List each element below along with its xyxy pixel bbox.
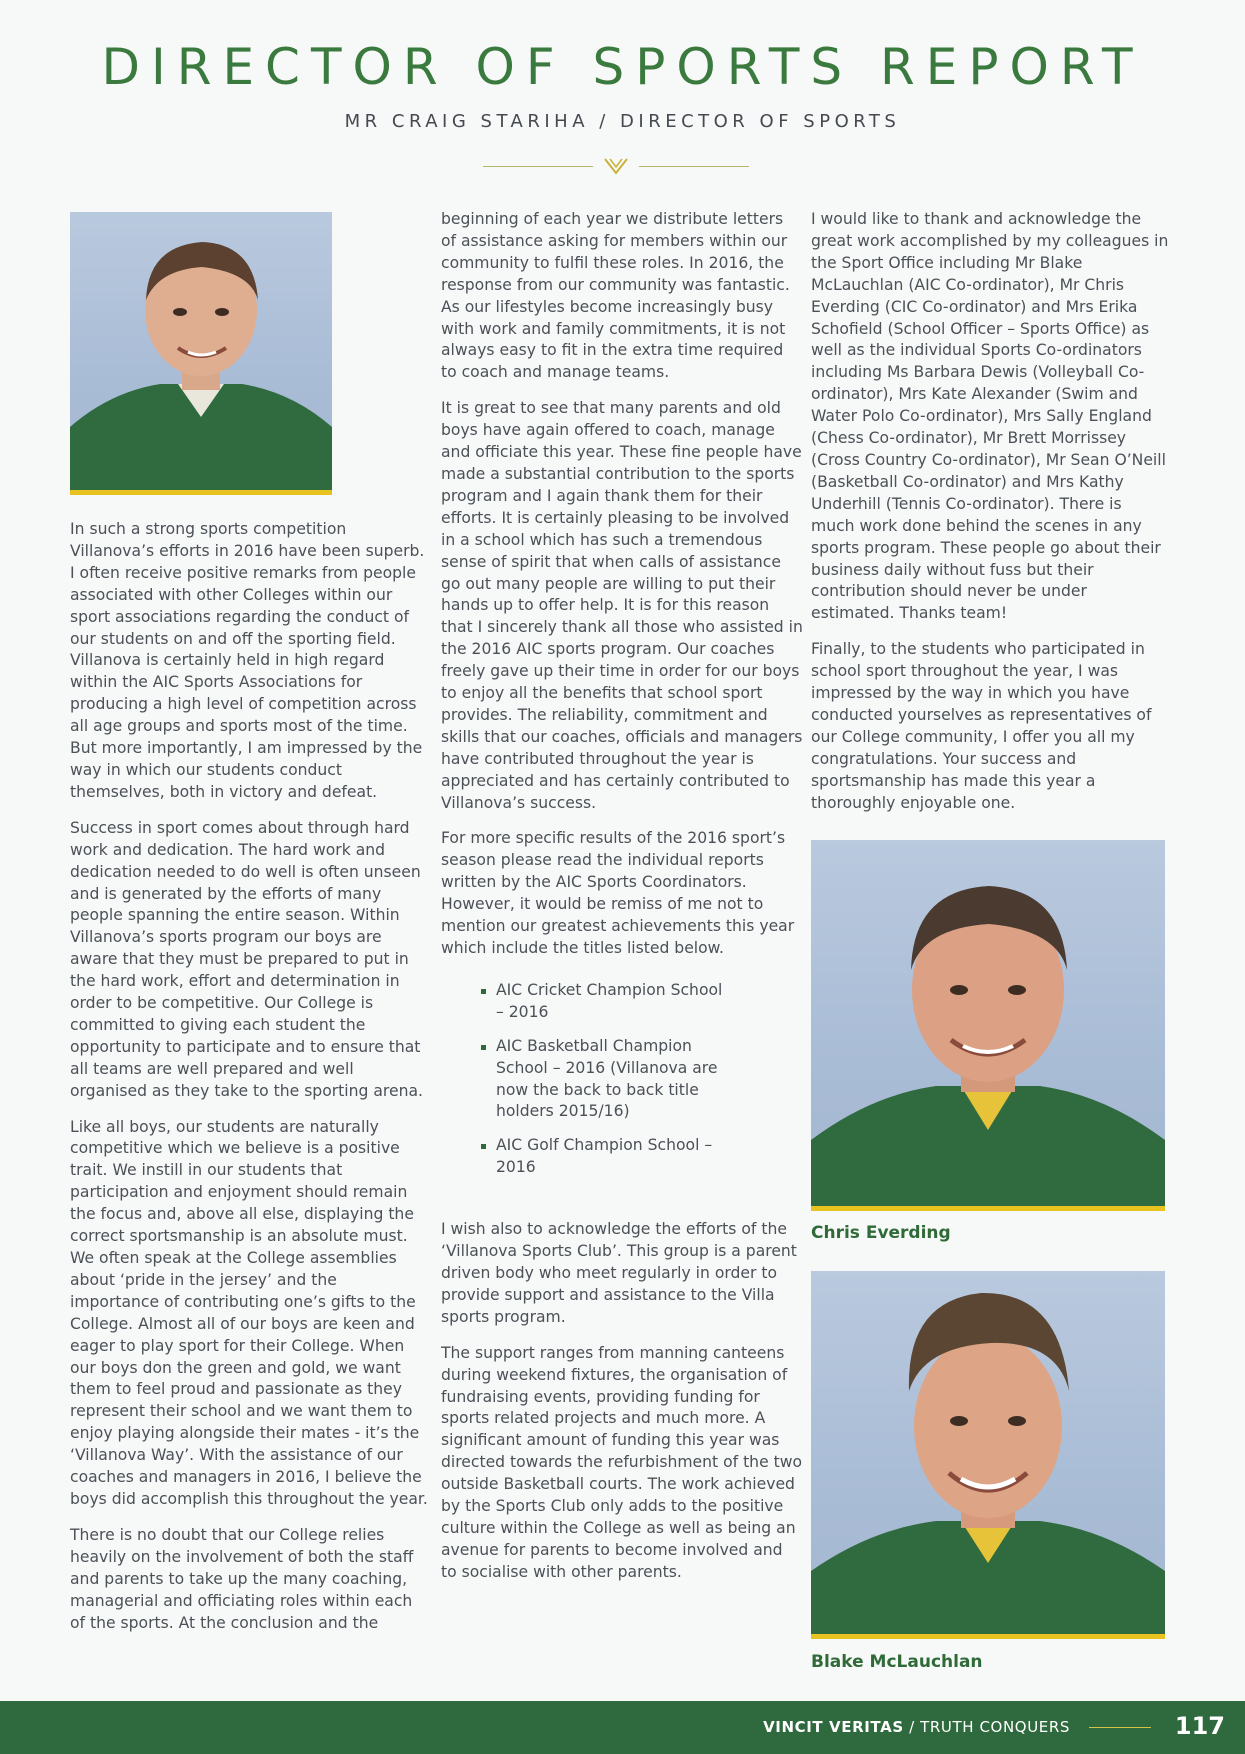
list-item	[481, 1135, 726, 1179]
list-item	[481, 1036, 726, 1124]
list-item-text: AIC Cricket Champion School – 2016	[496, 980, 723, 1021]
column-3	[811, 209, 1169, 828]
paragraph: There is no doubt that our College relies heavily on the involvement of both the staff and parents to take up the many coaching, managerial and officiating roles within each of the sports. At the conclusion and the	[70, 1525, 414, 1632]
bullet-square-icon	[481, 1144, 486, 1149]
divider-line-left	[483, 166, 593, 167]
director-portrait-icon	[70, 212, 332, 495]
column-2	[441, 209, 803, 1598]
director-photo	[70, 212, 332, 495]
paragraph: In such a strong sports competition Villanova’s efforts in 2016 have been superb. I often receive positive remarks from people associated with other Colleges within our sport associations regarding the conduct of our students on and off the sporting field. Villanova is certainly held in high regard within the AIC Sports Associations for producing a high level of competition across all age groups and sports most of the time. But more importantly, I am impressed by the way in which our students conduct themselves, both in victory and defeat.	[70, 520, 425, 801]
divider-line-right	[639, 166, 749, 167]
paragraph: For more specific results of the 2016 sport’s season please read the individual reports written by the AIC Sports Coordinators. However, it would be remiss of me not to mention our greatest achievements this year which include the titles listed below.	[441, 829, 795, 957]
page-footer	[0, 1701, 1245, 1754]
villanova-v-icon	[603, 158, 629, 174]
title-divider	[483, 158, 749, 174]
photo-accent-bar	[70, 490, 332, 495]
paragraph: beginning of each year we distribute letters of assistance asking for members within our community to fulfil these roles. In 2016, the response from our community was fantastic. As our lifestyles become increasingly busy with work and family commitments, it is not always easy to fit in the extra time required to coach and manage teams.	[441, 210, 790, 382]
titles-list	[441, 980, 803, 1179]
paragraph: Finally, to the students who participated in school sport throughout the year, I was impressed by the way in which you have conducted yourselves as representatives of our College community, I offer you all my congratulations. Your success and sportsmanship has made this year a thoroughly enjoyable one.	[811, 640, 1152, 812]
blake-mclauchlan-photo	[811, 1271, 1165, 1639]
paragraph: Like all boys, our students are naturally competitive which we believe is a positive trait. We instill in our students that participation and enjoyment should remain the focus and, above all else, displaying the correct sportsmanship is an absolute must. We often speak at the College assemblies about ‘pride in the jersey’ and the importance of contributing one’s gifts to the College. Almost all of our boys are keen and eager to play sport for their College. When our boys don the green and gold, we want them to feel proud and passionate as they represent their school and we want them to enjoy playing alongside their mates - it’s the ‘Villanova Way’. With the assistance of our coaches and managers in 2016, I believe the boys did accomplish this throughout the year.	[70, 1117, 428, 1508]
column-1	[70, 519, 430, 1648]
bullet-square-icon	[481, 1045, 486, 1050]
paragraph: I wish also to acknowledge the efforts of the ‘Villanova Sports Club’. This group is a parent driven body who meet regularly in order to provide support and assistance to the Villa sports program.	[441, 1220, 797, 1326]
footer-motto-bold: VINCIT VERITAS	[763, 1718, 904, 1736]
photo-caption: Chris Everding	[811, 1223, 951, 1243]
list-item	[481, 980, 726, 1024]
page-title: DIRECTOR OF SPORTS REPORT	[101, 38, 1144, 96]
page-subtitle: MR CRAIG STARIHA / DIRECTOR OF SPORTS	[344, 111, 901, 132]
footer-motto-rest: / TRUTH CONQUERS	[903, 1718, 1070, 1736]
footer-motto	[763, 1718, 1070, 1736]
paragraph: I would like to thank and acknowledge the great work accomplished by my colleagues in the Sport Office including Mr Blake McLauchlan (AIC Co-ordinator), Mr Chris Everding (CIC Co-ordinator) and Mrs Erika Schofield (School Officer – Sports Office) as well as the individual Sports Co-ordinators including Ms Barbara Dewis (Volleyball Co-ordinator), Mrs Kate Alexander (Swim and Water Polo Co-ordinator), Mrs Sally England (Chess Co-ordinator), Mr Brett Morrissey (Cross Country Co-ordinator), Mr Sean O’Neill (Basketball Co-ordinator) and Mrs Kathy Underhill (Tennis Co-ordinator). There is much work done behind the scenes in any sports program. These people go about their business daily without fuss but their contribution should never be under estimated. Thanks team!	[811, 210, 1169, 623]
photo-accent-bar	[811, 1634, 1165, 1639]
paragraph: It is great to see that many parents and old boys have again offered to coach, manage and officiate this year. These fine people have made a substantial contribution to the sports program and I again thank them for their efforts. It is certainly pleasing to be involved in a school which has such a tremendous sense of spirit that when calls of assistance go out many people are willing to put their hands up to offer help. It is for this reason that I sincerely thank all those who assisted in the 2016 AIC sports program. Our coaches freely gave up their time in order for our boys to enjoy all the benefits that school sport provides. The reliability, commitment and skills that our coaches, officials and managers have contributed throughout the year is appreciated and has certainly contributed to Villanova’s success.	[441, 399, 803, 812]
paragraph: Success in sport comes about through hard work and dedication. The hard work and dedication needed to do well is often unseen and is generated by the efforts of many people spanning the entire season. Within Villanova’s sports program our boys are aware that they must be prepared to put in the hard work, effort and determination in order to be competitive. Our College is committed to giving each student the opportunity to participate and to ensure that all teams are well prepared and well organised as they take to the sporting arena.	[70, 818, 423, 1100]
page-number: 117	[1174, 1712, 1225, 1740]
blake-portrait-icon	[811, 1271, 1165, 1639]
bullet-square-icon	[481, 989, 486, 994]
photo-accent-bar	[811, 1206, 1165, 1211]
chris-portrait-icon	[811, 840, 1165, 1211]
chris-everding-photo	[811, 840, 1165, 1211]
list-item-text: AIC Golf Champion School – 2016	[496, 1136, 713, 1177]
footer-divider-line	[1089, 1727, 1151, 1728]
photo-caption: Blake McLauchlan	[811, 1652, 983, 1672]
paragraph: The support ranges from manning canteens during weekend fixtures, the organisation of fundraising events, providing funding for sports related projects and much more. A significant amount of funding this year was directed towards the refurbishment of the two outside Basketball courts. The work achieved by the Sports Club only adds to the positive culture within the College as well as being an avenue for parents to become involved and to socialise with other parents.	[441, 1343, 803, 1581]
list-item-text: AIC Basketball Champion School – 2016 (Villanova are now the back to back title holders 2015/16)	[496, 1036, 718, 1121]
